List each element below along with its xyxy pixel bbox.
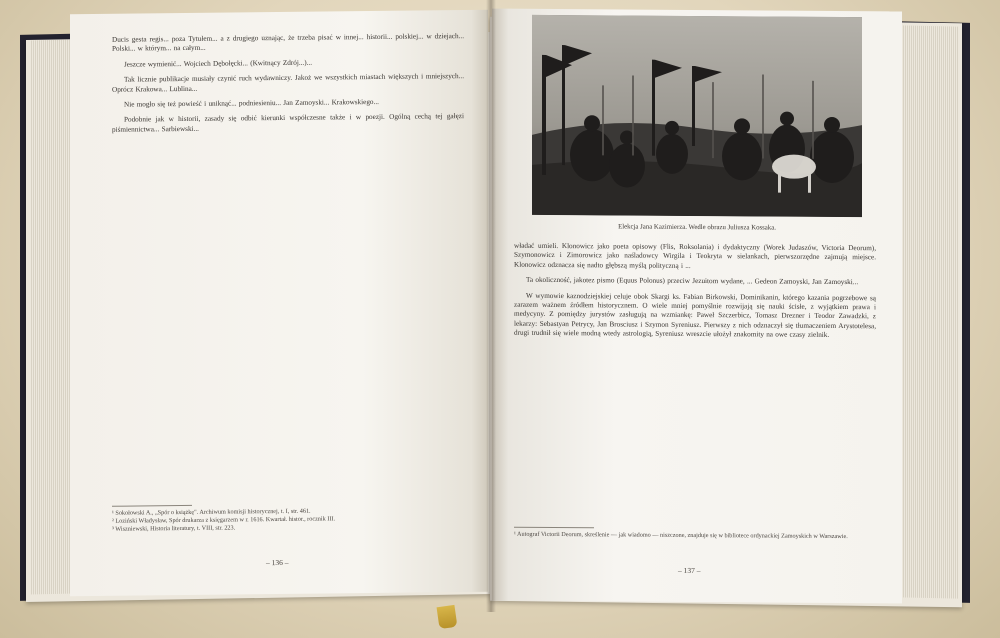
left-paragraph: Podobnie jak w historii, zasady się odbić kierunki współczesne także i w poezji. Ogólną cechą tej gałęzi piśmiennictwa... Sarbiewski... <box>112 112 464 134</box>
left-page <box>70 10 488 596</box>
left-paragraph: Ducis gesta regis... poza Tytułem... a z drugiego uznając, że trzeba pisać w innej... historii... polskiej... w dziejach... Polski... w którym... na całym... <box>112 32 464 54</box>
footnote: ² Loziński Władysław, Spór drukarza z księgarzem w r. 1616. Kwartał. histor., rocznik III. <box>112 515 335 525</box>
footnote: ¹ Autograf Victorii Deorum, skreślenie — jak wiadomo — niszczone, znajduje się w bibliotece ordynackiej Zamoyskich w Warszawie. <box>514 530 848 541</box>
footnote: ³ Wiszniewski, Historia literatury, t. VIII, str. 223. <box>112 524 236 533</box>
right-page <box>492 9 902 604</box>
left-paragraph: Nie mogło się też powieść i uniknąć... podniesieniu... Jan Zamoyski... Krakowskiego... <box>124 97 379 109</box>
bookmark-ribbon <box>437 605 458 629</box>
left-paragraph: Tak licznie publikacje musiały czynić ruch wydawniczy. Jakoż we wszystkich miastach większych i mniejszych... Oprócz Krakowa... Lublina... <box>112 72 464 94</box>
right-paragraph: władać umieli. Klonowicz jako poeta opisowy (Flis, Roksolania) i dydaktyczny (Worek Judaszów, Victoria Deorum), Szymonowicz i Zimorowicz jako naśladowcy Wirgila i Teokryta w sielankach, pierwszorzędne zajmują miejsce. Klonowicz odznacza się nadto głębszą myślą polityczną i ... <box>514 241 876 270</box>
book-gutter <box>486 0 496 612</box>
historical-painting-illustration <box>532 15 862 217</box>
right-page-edges <box>900 25 958 598</box>
left-paragraph: Jeszcze wymienić... Wojciech Dębołęcki... (Kwitnący Zdrój...)... <box>124 58 312 69</box>
page-number-right: – 137 – <box>678 565 701 576</box>
left-footnotes <box>112 496 452 534</box>
right-page-text <box>492 230 902 342</box>
painting-image <box>532 15 862 217</box>
illustration-caption: Elekcja Jana Kazimierza. Wedle obrazu Juliusza Kossaka. <box>618 223 776 232</box>
right-paragraph: W wymowie kaznodziejskiej celuje obok Skargi ks. Fabian Birkowski, Dominikanin, którego kazania pogrzebowe są zarazem ważnem źródłem historycznem. O wiele mniej pomyślnie rozwijają się nauki ścisłe, z wyjątkiem prawa i medycyny. Z pomiędzy jurystów zasługują na wzmiankę: Paweł Szczerbicz, Tomasz Drezner i Teodor Zawadzki, z lekarzy: Sebastyan Petrycy, Jan Brosciusz i Szymon Syreniusz. Pierwszy z nich odznaczył się tłumaczeniem Arystotelesa, drugi trudnił się wiele modną wtedy astrologią, Syreniusz wreszcie ułożył znakomity na owe czasy zielnik. <box>514 291 876 340</box>
footnote: ¹ Sokołowski A., „Spór o książkę". Archiwum komisji historycznej, t. I, str. 461. <box>112 507 311 517</box>
right-footnotes <box>514 521 874 542</box>
right-paragraph: Ta okoliczność, jakotez pismo (Equus Polonus) przeciw Jezuitom wydane, ... Gedeon Zamoyski, Jan Zamoyski... <box>526 276 859 287</box>
page-number-left: – 136 – <box>266 557 289 568</box>
left-page-text <box>70 10 488 136</box>
